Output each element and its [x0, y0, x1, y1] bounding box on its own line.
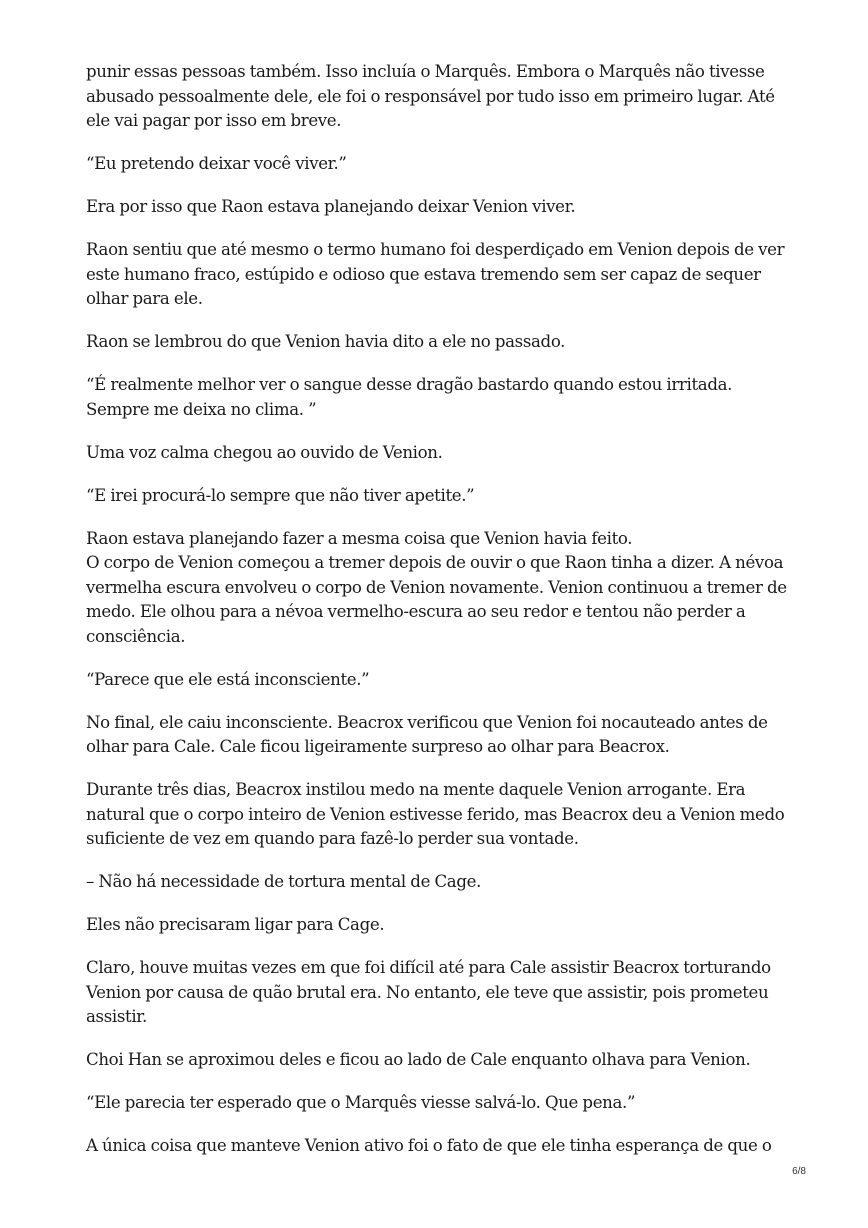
paragraph-line: punir essas pessoas também. Isso incluía o Marquês. Embora o Marquês não tivesse abusado pessoalmente dele, ele foi o responsável por tudo isso em primeiro lugar. Até ele vai pagar por isso em breve.: [86, 62, 775, 130]
paragraph-line: O corpo de Venion começou a tremer depois de ouvir o que Raon tinha a dizer. A névoa vermelha escura envolveu o corpo de Venion novamente. Venion continuou a tremer de medo. Ele olhou para a névoa vermelho-escura ao seu redor e tentou não perder a consciência.: [86, 553, 787, 646]
paragraph-line: Raon sentiu que até mesmo o termo humano foi desperdiçado em Venion depois de ver este humano fraco, estúpido e odioso que estava tremendo sem ser capaz de sequer olhar para ele.: [86, 240, 785, 308]
paragraph-line: Era por isso que Raon estava planejando deixar Venion viver.: [86, 197, 576, 216]
paragraph-line: – Não há necessidade de tortura mental de Cage.: [86, 872, 482, 891]
paragraph: [86, 152, 790, 177]
paragraph: [86, 373, 790, 422]
paragraph: [86, 238, 790, 312]
paragraph: [86, 527, 790, 650]
paragraph: [86, 484, 790, 509]
paragraph-line: A única coisa que manteve Venion ativo foi o fato de que ele tinha esperança de que o: [86, 1136, 772, 1155]
paragraph-line: “Parece que ele está inconsciente.”: [86, 669, 370, 689]
paragraph: [86, 195, 790, 220]
paragraph: [86, 956, 790, 1030]
paragraph-line: “Eu pretendo deixar você viver.”: [86, 154, 347, 173]
paragraph: [86, 441, 790, 466]
paragraph: [86, 1048, 790, 1073]
paragraph-line: Choi Han se aproximou deles e ficou ao lado de Cale enquanto olhava para Venion.: [86, 1050, 751, 1069]
page-number: 6/8: [792, 1166, 806, 1177]
paragraph: [86, 778, 790, 852]
paragraph-line: Durante três dias, Beacrox instilou medo na mente daquele Venion arrogante. Era natural que o corpo inteiro de Venion estivesse ferido, mas Beacrox deu a Venion medo suficiente de vez em quando para fazê-lo perder sua vontade.: [86, 780, 785, 848]
paragraph: [86, 870, 790, 895]
paragraph-line: Raon se lembrou do que Venion havia dito a ele no passado.: [86, 332, 566, 351]
paragraph-line: “É realmente melhor ver o sangue desse dragão bastardo quando estou irritada. Sempre me deixa no clima. ”: [86, 375, 733, 419]
paragraph-line: No final, ele caiu inconsciente. Beacrox verificou que Venion foi nocauteado antes de olhar para Cale. Cale ficou ligeiramente surpreso ao olhar para Beacrox.: [86, 712, 768, 756]
paragraph-line: Raon estava planejando fazer a mesma coisa que Venion havia feito.: [86, 528, 633, 548]
document-body: [86, 60, 790, 1177]
paragraph-line: Eles não precisaram ligar para Cage.: [86, 915, 385, 934]
paragraph: [86, 1091, 790, 1116]
paragraph: [86, 711, 790, 760]
paragraph: [86, 668, 790, 693]
paragraph-line: “E irei procurá-lo sempre que não tiver apetite.”: [86, 485, 475, 505]
paragraph-line: Claro, houve muitas vezes em que foi difícil até para Cale assistir Beacrox torturando Venion por causa de quão brutal era. No entanto, ele teve que assistir, pois prometeu assistir.: [86, 958, 771, 1026]
paragraph: [86, 60, 790, 134]
paragraph: [86, 1134, 790, 1159]
paragraph: [86, 913, 790, 938]
paragraph-line: “Ele parecia ter esperado que o Marquês viesse salvá-lo. Que pena.”: [86, 1093, 636, 1112]
paragraph: [86, 330, 790, 355]
paragraph-line: Uma voz calma chegou ao ouvido de Venion.: [86, 442, 443, 462]
